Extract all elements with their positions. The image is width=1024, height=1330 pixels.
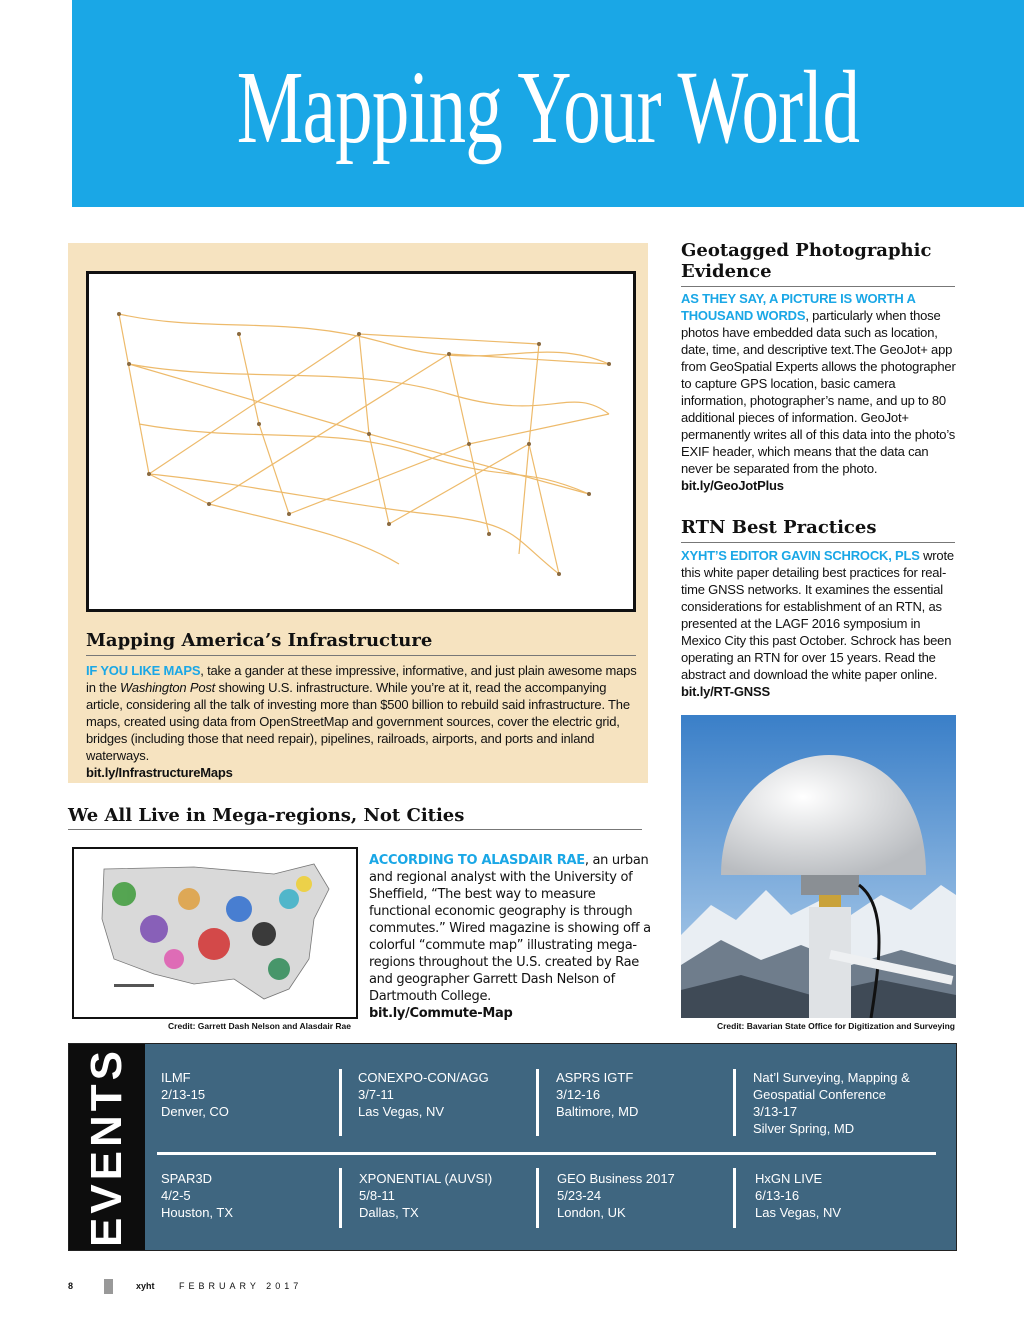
rtn-text-body: wrote this white paper detailing best practices for real-time GNSS networks. It examines the essential considerations for establishment of an RTN, as presented at the LAGF 2016 symposium in Mexico City this past October. Schrock has been operating an RTN for over 15 years. Read the abstract and download the white paper online. (681, 548, 954, 682)
event-item (161, 1069, 341, 1120)
page-title: Mapping Your World (236, 50, 860, 165)
event-divider (536, 1168, 539, 1228)
footer-bar (104, 1279, 113, 1294)
event-name: Nat’l Surveying, Mapping & Geospatial Conference (753, 1070, 910, 1102)
infrastructure-heading: Mapping America’s Infrastructure (86, 630, 636, 656)
magazine-name: xyht (136, 1281, 155, 1291)
title-banner (72, 0, 1024, 207)
event-name: ILMF (161, 1070, 191, 1085)
events-panel (68, 1043, 957, 1251)
geotag-heading: Geotagged Photographic Evidence (681, 240, 955, 287)
issue-date: FEBRUARY 2017 (179, 1281, 303, 1291)
event-item (359, 1170, 539, 1221)
event-date: 2/13-15 (161, 1087, 206, 1102)
mega-regions-text-body: , an urban and regional analyst with the University of Sheffield, “The best way to measure functional economic geography is through commutes.” Wired magazine is showing off a colorful “commute map” illustrating mega-regions throughout the U.S. created by Rae and geographer Garrett Dash Nelson of Dartmouth College. (369, 853, 651, 1004)
publication-name: Washington Post (120, 680, 216, 695)
event-divider (339, 1069, 342, 1136)
event-place: London, UK (557, 1205, 626, 1220)
event-item (753, 1069, 923, 1137)
rtn-heading: RTN Best Practices (681, 517, 955, 543)
event-name: SPAR3D (161, 1171, 213, 1186)
infrastructure-text-part1: , take a gander at these impressive, informative, and just plain awesome maps in the (86, 663, 637, 695)
geotag-lead: AS THEY SAY, A PICTURE IS WORTH A THOUSAND WORDS (681, 291, 916, 323)
event-date: 3/7-11 (358, 1087, 394, 1102)
event-date: 6/13-16 (755, 1188, 800, 1203)
mega-regions-text (369, 852, 651, 1022)
mega-regions-lead: ACCORDING TO ALASDAIR RAE (369, 853, 585, 868)
event-row-divider (157, 1152, 936, 1155)
event-date: 5/23-24 (557, 1188, 602, 1203)
events-label-bar (69, 1044, 145, 1250)
rtn-link[interactable]: bit.ly/RT-GNSS (681, 684, 770, 699)
event-date: 3/12-16 (556, 1087, 601, 1102)
event-name: CONEXPO-CON/AGG (358, 1070, 489, 1085)
infrastructure-link[interactable]: bit.ly/InfrastructureMaps (86, 765, 233, 780)
page-number: 8 (68, 1281, 74, 1291)
event-divider (339, 1168, 342, 1228)
events-label: EVENTS (82, 1046, 131, 1248)
event-place: Baltimore, MD (556, 1104, 639, 1119)
event-date: 4/2-5 (161, 1188, 191, 1203)
event-place: Las Vegas, NV (755, 1205, 841, 1220)
gnss-antenna-photo (681, 715, 956, 1018)
geotag-link[interactable]: bit.ly/GeoJotPlus (681, 478, 784, 493)
commute-map-image (72, 847, 358, 1019)
mega-regions-link[interactable]: bit.ly/Commute-Map (369, 1006, 513, 1021)
rtn-text (681, 547, 957, 700)
event-place: Houston, TX (161, 1205, 234, 1220)
event-name: HxGN LIVE (755, 1171, 823, 1186)
event-place: Las Vegas, NV (358, 1104, 444, 1119)
event-divider (733, 1069, 736, 1136)
infrastructure-lead: IF YOU LIKE MAPS (86, 663, 201, 678)
antenna-photo-credit: Credit: Bavarian State Office for Digitization and Surveying (716, 1021, 955, 1031)
event-name: ASPRS IGTF (556, 1070, 634, 1085)
geotag-text (681, 290, 957, 494)
event-place: Dallas, TX (359, 1205, 419, 1220)
event-place: Denver, CO (161, 1104, 229, 1119)
geotag-text-body: , particularly when those photos have embedded data such as location, date, time, and descriptive text.The GeoJot+ app from GeoSpatial Experts allows the photographer to capture GPS location, basic camera information, photographer’s name, and up to 80 additional pieces of information. GeoJot+ permanently writes all of this data into the photo’s EXIF header, which means that the data can never be separated from the photo. (681, 308, 956, 476)
event-divider (536, 1069, 539, 1136)
event-date: 5/8-11 (359, 1188, 395, 1203)
commute-map-credit: Credit: Garrett Dash Nelson and Alasdair Rae (168, 1021, 351, 1031)
event-name: XPONENTIAL (AUVSI) (359, 1171, 493, 1186)
event-divider (733, 1168, 736, 1228)
rtn-lead: XYHT’S EDITOR GAVIN SCHROCK, PLS (681, 548, 920, 563)
event-item (161, 1170, 341, 1221)
event-date: 3/13-17 (753, 1104, 798, 1119)
event-item (557, 1170, 737, 1221)
event-name: GEO Business 2017 (557, 1171, 675, 1186)
event-item (556, 1069, 736, 1120)
event-item (358, 1069, 538, 1120)
event-item (755, 1170, 935, 1221)
infrastructure-text-part2: showing U.S. infrastructure. While you’re at it, read the accompanying article, considering all the talk of investing more than $500 billion to rebuild said infrastructure. The maps, created using data from OpenStreetMap and government sources, cover the electric grid, bridges (including those that need repair), pipelines, railroads, airports, and ports and inland waterways. (86, 680, 630, 763)
mega-regions-heading: We All Live in Mega-regions, Not Cities (68, 805, 642, 830)
infrastructure-map-image (86, 271, 636, 612)
infrastructure-text (86, 662, 638, 781)
event-place: Silver Spring, MD (753, 1121, 855, 1136)
